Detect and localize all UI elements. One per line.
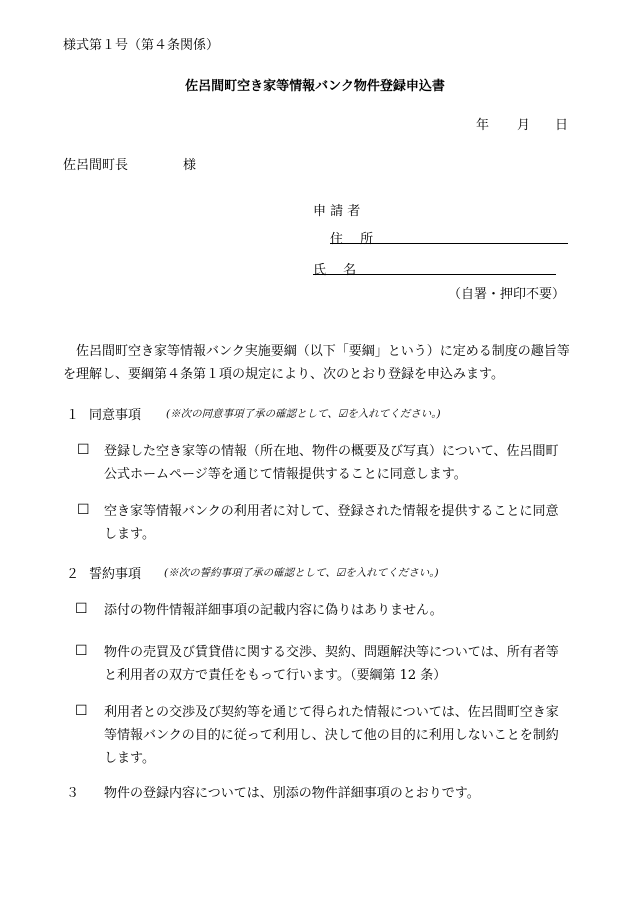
name-label: 氏 名: [313, 263, 357, 278]
applicant-heading: 申 請 者: [313, 204, 361, 219]
pledge-1-text: 添付の物件情報詳細事項の記載内容に偽りはありません。: [104, 603, 443, 618]
addressee-office: 佐呂間町長: [63, 158, 129, 173]
pledge-3-checkbox[interactable]: ☐: [75, 703, 88, 719]
name-field[interactable]: [313, 274, 556, 275]
consent-1-checkbox[interactable]: ☐: [77, 442, 90, 458]
section-2-heading: 誓約事項: [89, 567, 142, 582]
section-2-note: (※次の誓約事項了承の確認として、☑を入れてください。): [164, 567, 439, 579]
addressee-honorific: 様: [183, 158, 197, 173]
form-number: 様式第１号（第４条関係）: [63, 38, 220, 53]
address-label: 住 所: [330, 232, 374, 247]
section-1-number: １: [66, 408, 80, 423]
consent-2-checkbox[interactable]: ☐: [77, 502, 90, 518]
signature-note: （自署・押印不要）: [448, 287, 566, 302]
pledge-3-text: 利用者との交渉及び契約等を通じて得られた情報については、佐呂間町空き家等情報バンクの目的に従って利用し、決して他の目的に利用しないことを制約します。: [104, 705, 559, 766]
pledge-1-checkbox[interactable]: ☐: [75, 601, 88, 617]
pledge-2-checkbox[interactable]: ☐: [75, 643, 88, 659]
consent-1-text: 登録した空き家等の情報（所在地、物件の概要及び写真）について、佐呂間町公式ホームページ等を通じて情報提供することに同意します。: [104, 444, 559, 482]
date-day-label: 日: [555, 118, 569, 133]
page-title: 佐呂間町空き家等情報バンク物件登録申込書: [185, 79, 445, 94]
date-month-label: 月: [517, 118, 531, 133]
section-1-note: (※次の同意事項了承の確認として、☑を入れてください。): [166, 408, 441, 420]
section-3-number: ３: [66, 786, 80, 801]
address-field[interactable]: [330, 243, 568, 244]
section-1-heading: 同意事項: [89, 408, 142, 423]
section-2-number: ２: [66, 567, 80, 582]
section-3-text: 物件の登録内容については、別添の物件詳細事項のとおりです。: [104, 786, 480, 801]
date-year-label: 年: [476, 118, 490, 133]
pledge-2-text: 物件の売買及び賃貸借に関する交渉、契約、問題解決等については、所有者等と利用者の双方で責任をもって行います。（要綱第 12 条）: [104, 645, 559, 683]
intro-paragraph: 佐呂間町空き家等情報バンク実施要綱（以下「要綱」という）に定める制度の趣旨等を理解し、要綱第４条第１項の規定により、次のとおり登録を申込みます。: [63, 344, 570, 382]
consent-2-text: 空き家等情報バンクの利用者に対して、登録された情報を提供することに同意します。: [104, 504, 559, 542]
